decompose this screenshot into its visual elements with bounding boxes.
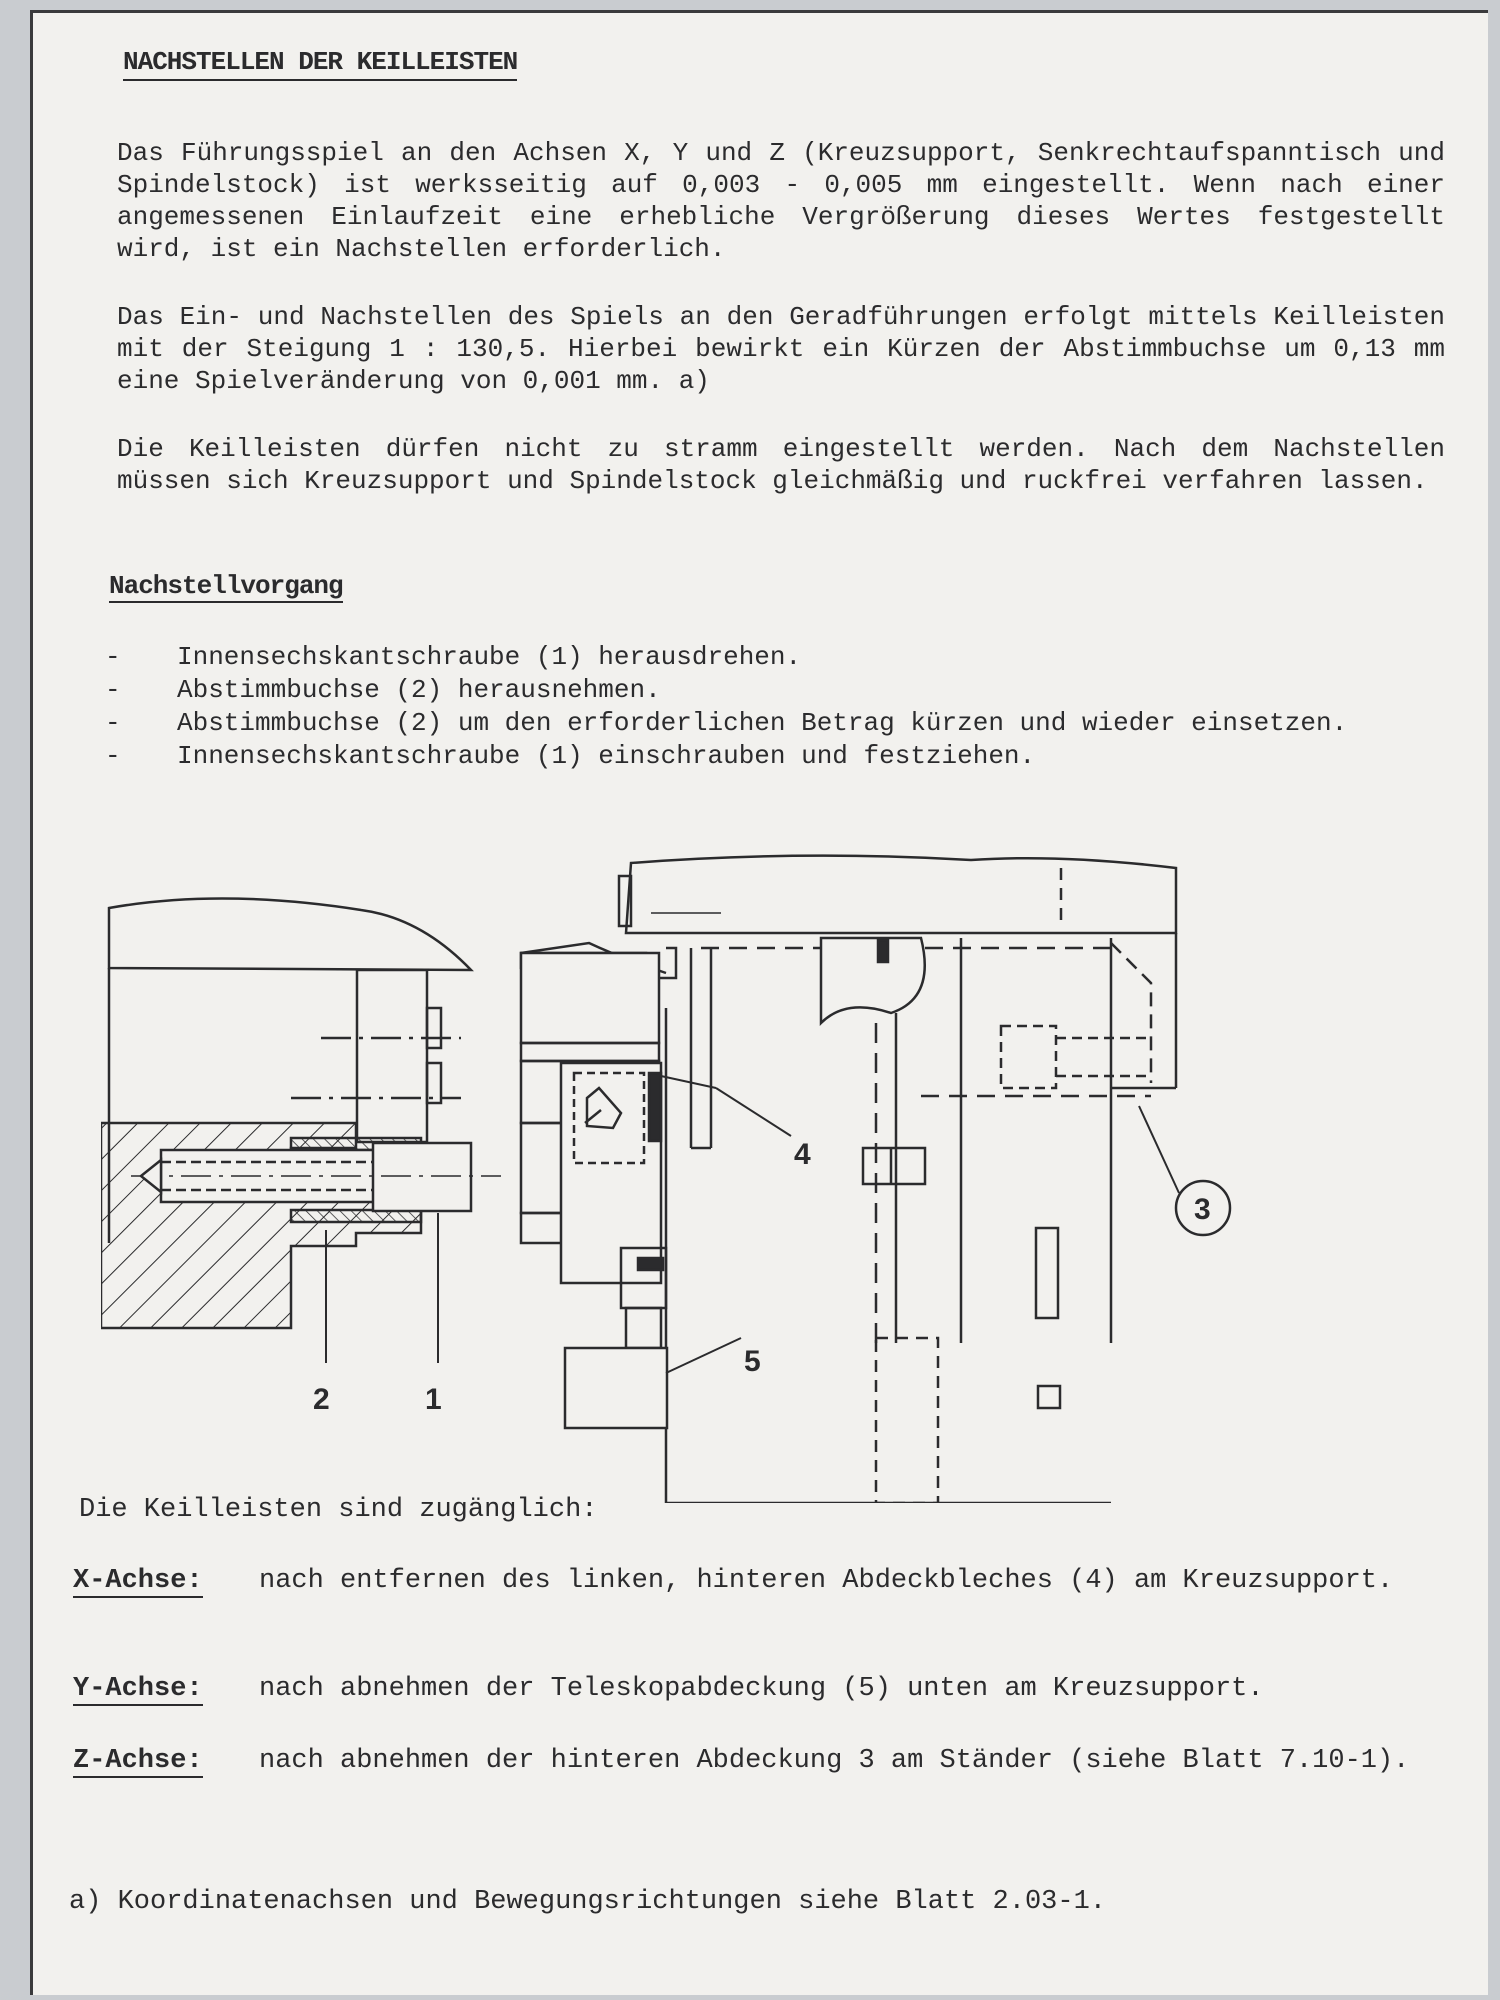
axis-text-x: nach entfernen des linken, hinteren Abdeckbleches (4) am Kreuzsupport.: [259, 1566, 1394, 1596]
axis-label-z: Z-Achse:: [73, 1746, 203, 1776]
procedure-steps: [105, 641, 1445, 773]
axis-text-z: nach abnehmen der hinteren Abdeckung 3 am Ständer (siehe Blatt 7.10-1).: [259, 1746, 1410, 1776]
access-title: Die Keilleisten sind zugänglich:: [79, 1495, 598, 1525]
access-item-y: [73, 1673, 1473, 1706]
axis-text-y: nach abnehmen der Teleskopabdeckung (5) unten am Kreuzsupport.: [259, 1674, 1264, 1704]
axis-label-y: Y-Achse:: [73, 1674, 203, 1704]
label-2: 2: [313, 1383, 330, 1416]
step-text: Abstimmbuchse (2) um den erforderlichen Betrag kürzen und wieder einsetzen.: [177, 708, 1348, 738]
step-text: Innensechskantschraube (1) herausdrehen.: [177, 642, 802, 672]
step-dash: -: [105, 675, 121, 705]
axis-label-x: X-Achse:: [73, 1566, 203, 1596]
label-5: 5: [744, 1345, 761, 1378]
step-dash: -: [105, 708, 121, 738]
access-item-x: [73, 1565, 1473, 1598]
procedure-step: [105, 674, 1445, 707]
procedure-step: [105, 707, 1445, 740]
detail-adjusting-bushing: [101, 898, 501, 1363]
detail-cross-support: [521, 856, 1230, 1503]
document-page: [30, 10, 1488, 1995]
procedure-title: Nachstellvorgang: [109, 571, 343, 601]
page-heading: NACHSTELLEN DER KEILLEISTEN: [123, 47, 517, 81]
paragraph-guide-play: Das Führungsspiel an den Achsen X, Y und Z (Kreuzsupport, Senkrechtaufspanntisch und Spindelstock) ist werksseitig auf 0,003 - 0,005 mm eingestellt. Wenn nach einer angemessenen Einlaufzeit eine erhebliche Vergrößerung dieses Wertes festgestellt wird, ist ein Nachstellen erforderlich.: [117, 138, 1445, 264]
paragraph-adjust-warning: Die Keilleisten dürfen nicht zu stramm eingestellt werden. Nach dem Nachstellen müssen sich Kreuzsupport und Spindelstock gleichmäßig und ruckfrei verfahren lassen.: [117, 434, 1445, 496]
step-text: Abstimmbuchse (2) herausnehmen.: [177, 675, 661, 705]
step-dash: -: [105, 642, 121, 672]
label-1: 1: [425, 1383, 442, 1416]
technical-drawing: [101, 848, 1461, 1503]
access-item-z: [73, 1745, 1473, 1778]
procedure-step: [105, 740, 1445, 773]
step-dash: -: [105, 741, 121, 771]
step-text: Innensechskantschraube (1) einschrauben und festziehen.: [177, 741, 1036, 771]
label-3: 3: [1194, 1193, 1211, 1226]
paragraph-gib-strips: Das Ein- und Nachstellen des Spiels an den Geradführungen erfolgt mittels Keilleisten mit der Steigung 1 : 130,5. Hierbei bewirkt ein Kürzen der Abstimmbuchse um 0,13 mm eine Spielveränderung von 0,001 mm. a): [117, 302, 1445, 396]
procedure-step: [105, 641, 1445, 674]
label-4: 4: [794, 1138, 811, 1171]
footnote: a) Koordinatenachsen und Bewegungsrichtungen siehe Blatt 2.03-1.: [69, 1887, 1106, 1917]
